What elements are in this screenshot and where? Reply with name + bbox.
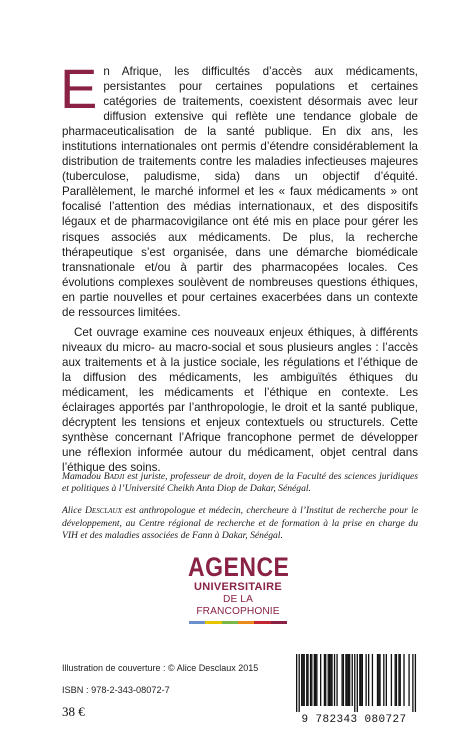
barcode-bar — [395, 654, 396, 706]
barcode-bar — [379, 654, 380, 706]
abstract-paragraph-2: Cet ouvrage examine ces nouveaux enjeux éthiques, à différents niveaux du micro- au macro-social et sous plusieurs angles : l’accès aux traitements et à la justice sociale, les régulations et l’éthique de la diffusion des médicaments, les ambiguïtés éthiques du médicament, les médicaments et l’éthique en contexte. Les éclairages apportés par l’anthropologie, le droit et la santé publique, décryptent les tensions et enjeux contextuels ou structurels. Cette synthèse concernant l’Afrique francophone permet de développer une réflexion informée autour du médicament, objet central dans l’éthique des soins. — [62, 325, 418, 475]
barcode-bar — [341, 654, 342, 706]
isbn: ISBN : 978-2-343-08072-7 — [62, 685, 170, 695]
barcode-bar — [310, 654, 311, 706]
barcode-bar — [377, 654, 378, 706]
author-bios — [62, 471, 418, 552]
barcode-bar — [299, 654, 300, 712]
logo-line-agence: AGENCE — [188, 552, 290, 582]
author-bio-text: est anthropologue et médecin, chercheure à l’Institut de recherche pour le développement, au Centre régional de recherche et de formation à la prise en charge du VIH et des maladies associées de Fann à Dakar, Sénégal. — [62, 505, 418, 541]
barcode-bar — [315, 654, 316, 706]
logo-color-bar — [189, 621, 287, 624]
barcode-bar — [316, 654, 317, 706]
barcode-bar — [352, 654, 353, 706]
barcode-bar — [415, 654, 416, 712]
author-surname: Desclaux — [85, 505, 122, 517]
barcode-bar — [302, 654, 303, 706]
barcode-bar — [345, 654, 346, 706]
barcode-bar — [378, 654, 379, 706]
barcode-bars — [290, 654, 418, 712]
barcode-bar — [330, 654, 331, 706]
back-cover-abstract — [60, 57, 418, 475]
barcode-bar — [360, 654, 361, 706]
barcode-bar — [347, 654, 348, 706]
barcode-bar — [362, 654, 363, 706]
barcode-bar — [357, 654, 358, 712]
author-name: Mamadou — [62, 471, 101, 482]
cover-illustration-credit: Illustration de couverture : © Alice Desclaux 2015 — [62, 663, 259, 673]
barcode-bar — [368, 654, 369, 706]
barcode-bar — [329, 654, 330, 706]
barcode-bar — [328, 654, 329, 706]
barcode-bar — [306, 654, 307, 706]
author-bio — [62, 471, 418, 495]
barcode-bar — [400, 654, 401, 706]
barcode-bar — [311, 654, 312, 706]
barcode-bar — [354, 654, 355, 712]
barcode-bar — [336, 654, 337, 706]
logo-bar-segment — [189, 621, 205, 624]
logo-bar-segment — [205, 621, 221, 624]
logo-bar-segment — [238, 621, 254, 624]
barcode-bar — [396, 654, 397, 706]
barcode-bar — [403, 654, 404, 706]
logo-bar-segment — [222, 621, 238, 624]
logo-bar-segment — [271, 621, 287, 624]
barcode-bar — [331, 654, 332, 706]
barcode-bar — [307, 654, 308, 706]
barcode-bar — [348, 654, 349, 706]
barcode-bar — [365, 654, 366, 706]
barcode-bar — [304, 654, 305, 706]
auf-logo — [188, 552, 290, 624]
author-bio — [62, 505, 418, 542]
barcode-bar — [296, 654, 297, 712]
author-bio-text: est juriste, professeur de droit, doyen de la Faculté des sciences juridiques et politiques à l’Université Cheikh Anta Diop de Dakar, Sénégal. — [62, 471, 418, 495]
barcode-bar — [320, 654, 321, 706]
drop-cap: E — [60, 57, 98, 120]
barcode-bar — [398, 654, 399, 706]
barcode-bar — [372, 654, 373, 706]
barcode-bar — [301, 654, 302, 706]
abstract-paragraph-1-text: n Afrique, les difficultés d’accès aux médicaments, persistantes pour certaines populations et certaines catégories de traitements, coexistent désormais avec leur diffusion extensive qui reflète une tendance globale de pharmaceuticalisation de la santé publique. En dix ans, les institutions internationales ont permis d’étendre considérablement la distribution de traitements contre les maladies infectieuses majeures (tuberculose, paludisme, sida) dans un objectif d’équité. Parallèlement, le marché informel et les « faux médicaments » ont focalisé l’attention des médias internationaux, et des dispositifs légaux et de pharmacovigilance ont été mis en place pour gérer les risques associés aux médicaments. De plus, la recherche thérapeutique s’est organisée, dans une démarche biomédicale transnationale et/ou à partir des pharmacopées locales. Ces évolutions complexes soulèvent de nombreuses questions éthiques, en partie nouvelles et pour certaines exacerbées dans un contexte de ressources limitées. — [62, 65, 418, 319]
author-surname: Badji — [103, 471, 125, 482]
isbn-barcode — [290, 654, 418, 728]
abstract-paragraph-1 — [60, 57, 418, 320]
barcode-bar — [386, 654, 387, 706]
author-name: Alice — [62, 505, 82, 517]
barcode-bar — [343, 654, 344, 706]
price: 38 € — [62, 704, 85, 719]
barcode-bar — [391, 654, 392, 706]
barcode-digits: 9 782343 080727 — [301, 714, 407, 726]
barcode-bar — [324, 654, 325, 706]
barcode-bar — [349, 654, 350, 706]
logo-line-universitaire: UNIVERSITAIRE — [193, 581, 283, 593]
barcode-bar — [334, 654, 335, 706]
barcode-bar — [359, 654, 360, 706]
barcode-bar — [314, 654, 315, 706]
barcode-bar — [408, 654, 409, 706]
barcode-bar — [412, 654, 413, 712]
barcode-bar — [325, 654, 326, 706]
logo-line-francophonie: DE LA FRANCOPHONIE — [196, 594, 280, 617]
logo-bar-segment — [254, 621, 270, 624]
barcode-bar — [383, 654, 384, 706]
